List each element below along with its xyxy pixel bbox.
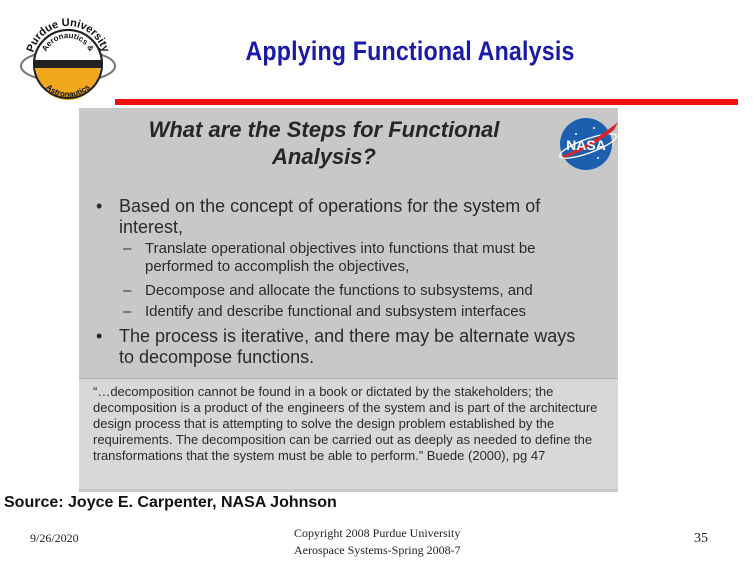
embedded-title-line2: Analysis? <box>272 144 376 169</box>
copyright-line1: Copyright 2008 Purdue University <box>294 526 461 540</box>
embedded-slide-image <box>79 108 618 492</box>
sub-bullet-3 <box>123 303 603 321</box>
embedded-title-line1: What are the Steps for Functional <box>148 117 500 142</box>
slide-title: Applying Functional Analysis <box>245 36 575 66</box>
quote-text: “…decomposition cannot be found in a book or dictated by the stakeholders; the decomposition is a product of the engineers of the system and is part of the architecture design process that is attempting to solve the design problem established by the requirements. The decomposition can be carried out as deeply as needed to define the transformations that the system must be able to perform.” Buede (2000), pg 47 <box>93 384 598 463</box>
sub-bullet-1 <box>123 240 593 276</box>
sub-bullet-2-text: Decompose and allocate the functions to subsystems, and <box>145 282 533 299</box>
logo-text-top: Purdue University <box>24 16 112 54</box>
sub-bullet-dash: – <box>123 303 132 320</box>
source-caption: Source: Joyce E. Carpenter, NASA Johnson <box>4 494 337 511</box>
logo-text-bottom: Astronautics <box>44 82 92 99</box>
bullet-2 <box>96 326 579 368</box>
quote-box <box>79 378 618 489</box>
bullet-2-text: The process is iterative, and there may be alternate ways to decompose functions. <box>119 326 576 367</box>
footer-date: 9/26/2020 <box>30 531 79 545</box>
bullet-dot: • <box>96 196 103 216</box>
sub-bullet-1-text: Translate operational objectives into functions that must be performed to accomplish the objectives, <box>145 240 536 275</box>
sub-bullet-3-text: Identify and describe functional and subsystem interfaces <box>145 303 527 320</box>
nasa-logo-text: NASA <box>566 137 606 153</box>
sub-bullet-2 <box>123 282 603 300</box>
sub-bullet-dash: – <box>123 282 132 299</box>
logo-text-mid: Aeronautics & <box>40 30 96 53</box>
purdue-aeronautics-logo <box>18 16 118 104</box>
title-rule <box>115 99 738 105</box>
bullet-1-text: Based on the concept of operations for the system of interest, <box>119 196 541 237</box>
footer-copyright <box>294 525 461 559</box>
nasa-logo-icon <box>554 112 622 172</box>
copyright-line2: Aerospace Systems-Spring 2008-7 <box>294 543 461 557</box>
sub-bullet-dash: – <box>123 240 132 257</box>
page-number: 35 <box>694 531 708 546</box>
bullet-dot: • <box>96 326 103 346</box>
bullet-1 <box>96 196 599 238</box>
embedded-slide-title <box>129 116 519 170</box>
